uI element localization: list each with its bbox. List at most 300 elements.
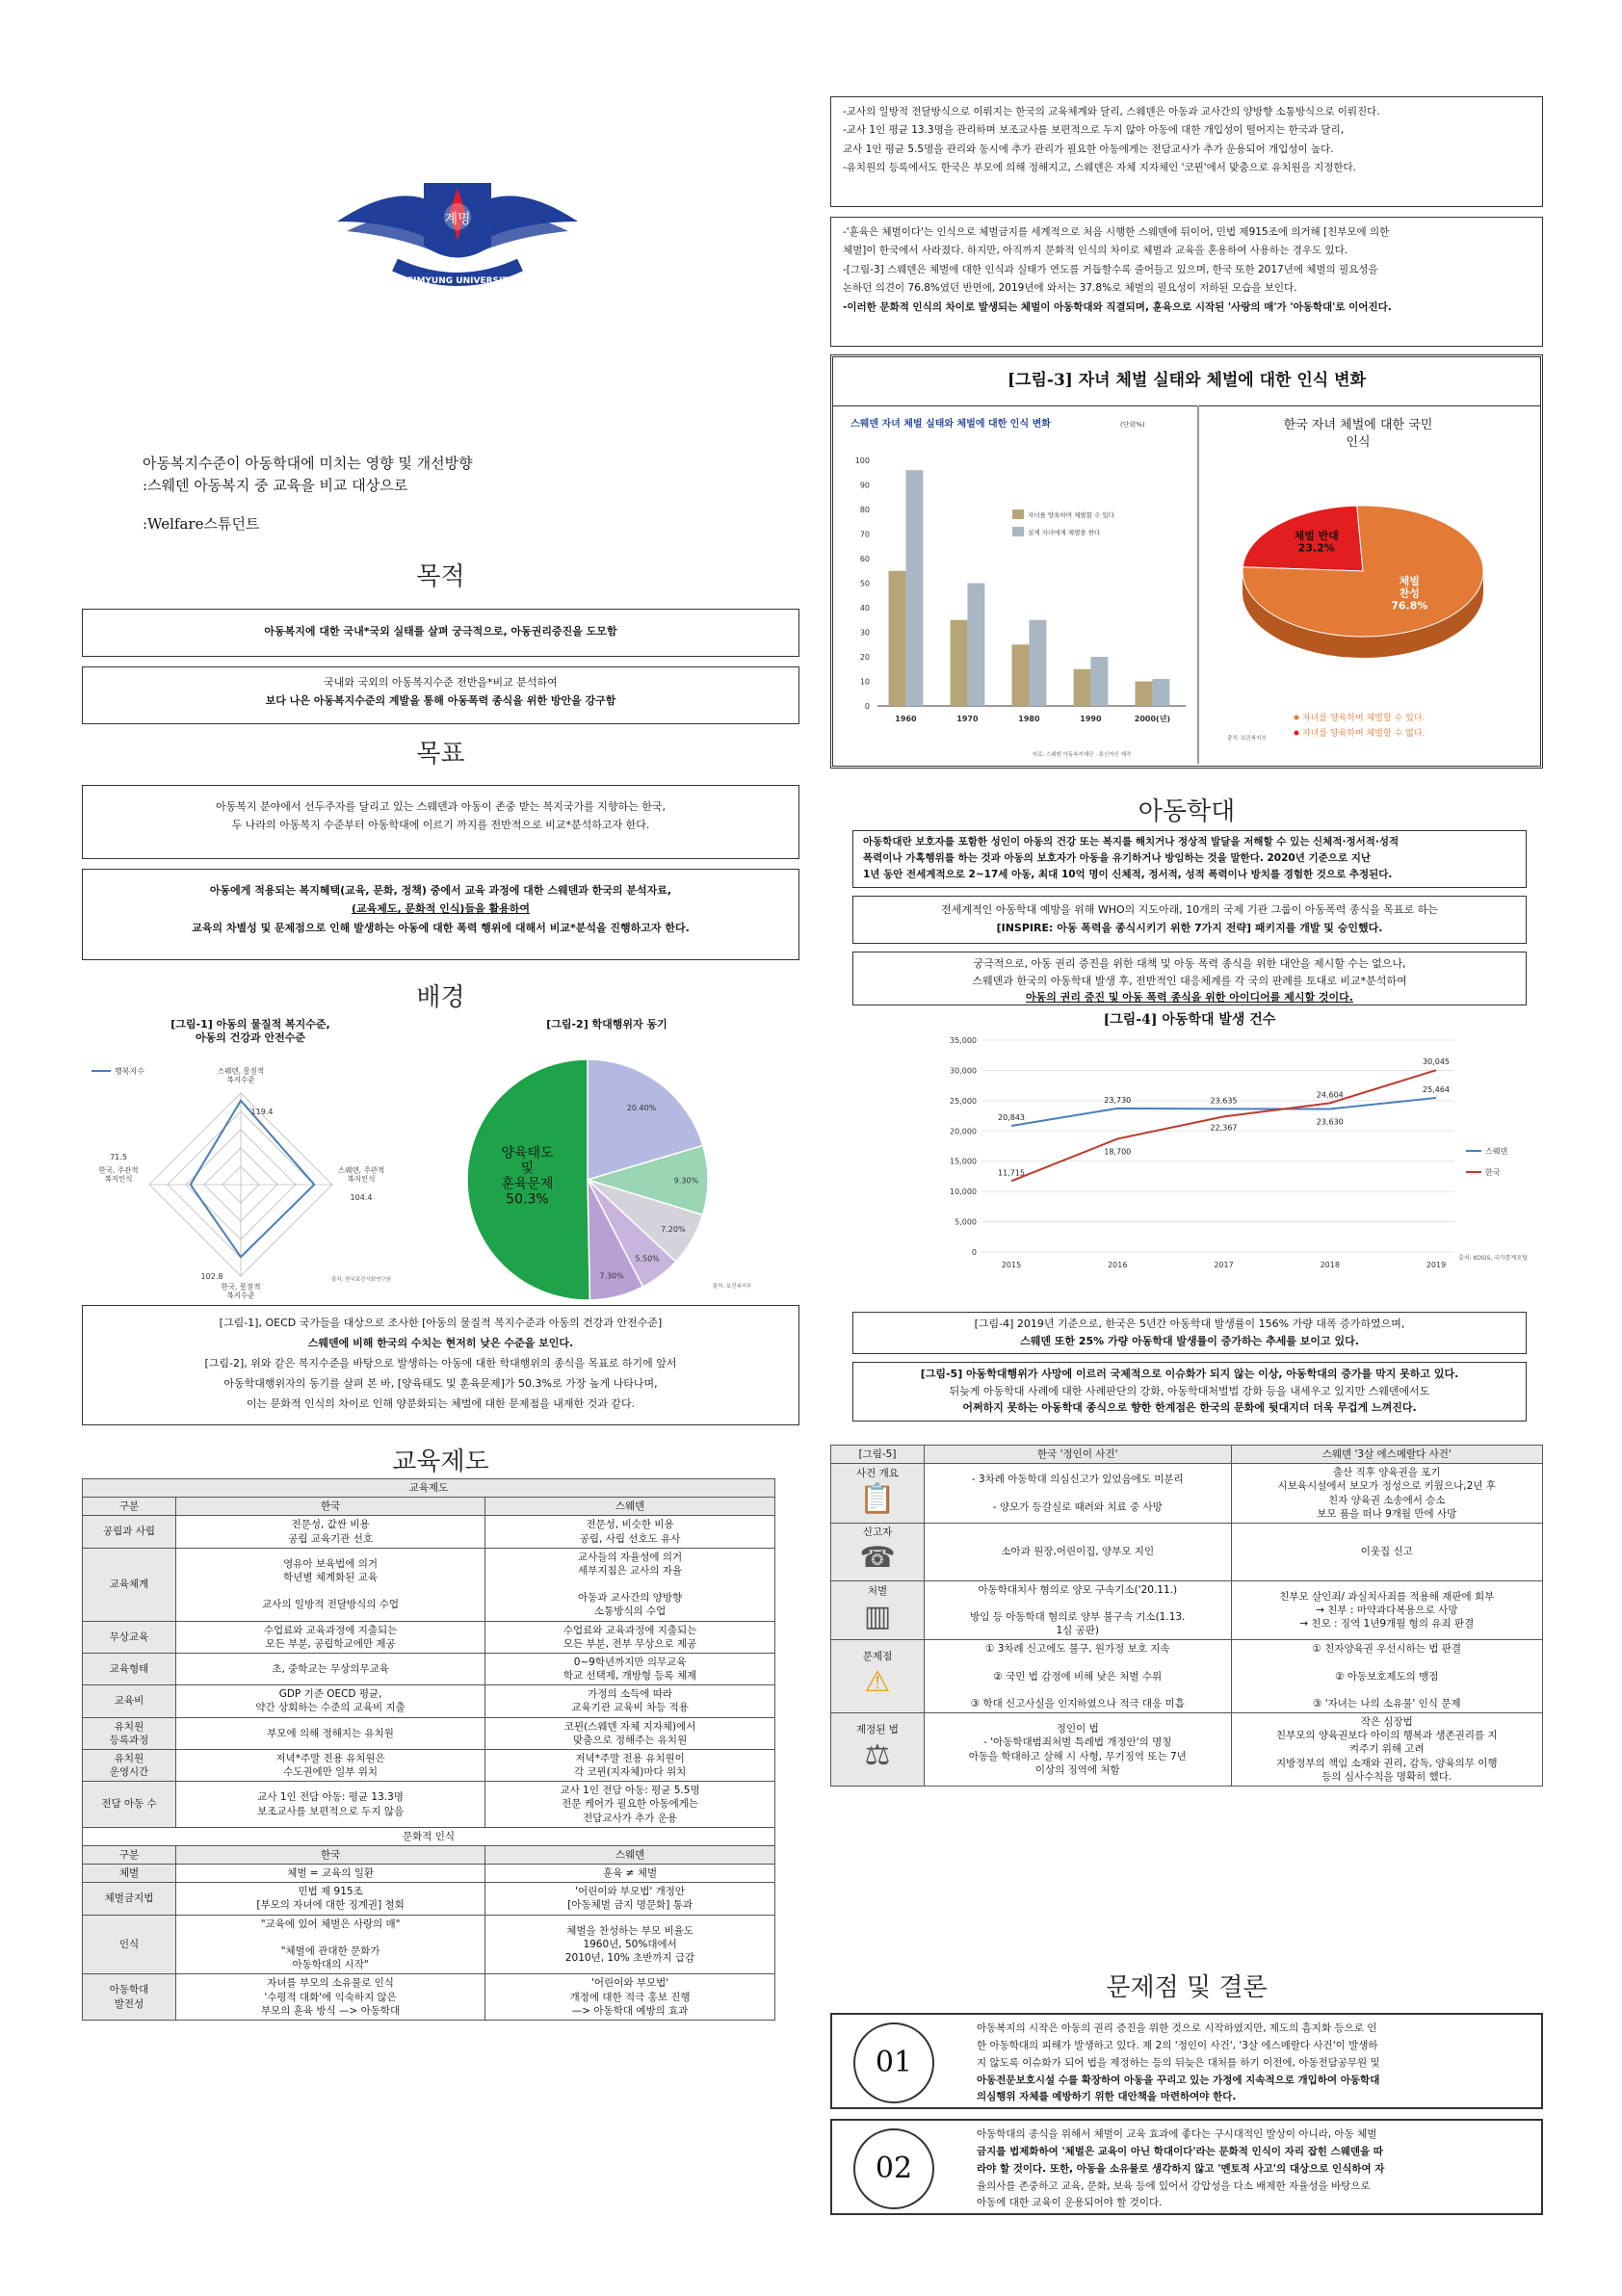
fig5-text: [그림-5] 아동학대행위가 사망에 이르러 국제적으로 이슈화가 되지 않는 이상, 아동학대의 증가를 막지 못하고 있다.: [920, 1368, 1459, 1380]
korea-cell: [176, 1516, 485, 1548]
table-cell-line: [아동체벌 금지 명문화] 통과: [567, 1899, 693, 1912]
korea-cell: [176, 1915, 485, 1974]
conclusion-number-1: 01: [853, 2022, 934, 2103]
table-caption: 문화적 인식: [83, 1827, 775, 1845]
pie3-legend-swatch: [1295, 731, 1299, 736]
abuse-definition-box: [852, 830, 1527, 888]
korea-cell: [176, 1653, 485, 1684]
table-cell-line: 아동학대치사 혐의로 양모 구속기소('20.11.): [978, 1583, 1178, 1596]
table-cell-line: 자녀를 부모의 소유물로 인식: [267, 1977, 394, 1990]
conclusion-line: 한 아동학대의 피해가 발생하고 있다. 제 2의 '정인이 사건', '3살 에스메랄다 사건'이 발생하: [977, 2039, 1378, 2051]
pie3-title: 인식: [1346, 435, 1371, 450]
korea-cell: [925, 1713, 1232, 1787]
table-cell-line: 공립, 사립 선호도 유사: [579, 1532, 681, 1545]
table-row: [83, 1621, 775, 1653]
pie2-source: 출처: 보건복지부: [712, 1284, 752, 1290]
conclusion-line: 아동복지의 시작은 아동의 권리 증진을 위한 것으로 시작하였지만, 제도의 흠지화 등으로 인: [977, 2022, 1377, 2034]
line-ytick-label: 20,000: [950, 1127, 977, 1136]
pie-slice-label: 9.30%: [673, 1176, 699, 1186]
radar-axis-label: 한국, 물질적 복지수준: [221, 1282, 261, 1300]
table-cell-line: '수평적 대화'에 익숙하지 않은: [264, 1991, 397, 2003]
goal-box-2: [82, 869, 799, 960]
education-table: [82, 1478, 775, 2021]
table-cell-line: 친부모의 양육권보다 아이의 행복과 생존권리를 지: [1275, 1730, 1498, 1742]
conclusion-line: 지 않도록 이슈화가 되어 법을 제정하는 등의 뒤늦은 대처를 하기 이전에, 아동전담공무원 및: [977, 2056, 1380, 2069]
radar-series-line: [191, 1101, 315, 1257]
bar: [889, 571, 906, 706]
table-cell-line: 학년별 체계화된 교육: [283, 1571, 379, 1583]
table-caption: 교육제도: [83, 1479, 775, 1498]
gavel-icon: ⚖: [864, 1738, 891, 1773]
table-header: [그림-5]: [831, 1446, 925, 1464]
conclusion-text-1: [977, 2021, 1535, 2106]
analysis-text: -[그림-3] 스웨덴은 체벌에 대한 인식과 실태가 연도를 거듭할수록 줄어들고 있으며, 한국 또한 2017년에 체벌의 필요성을: [843, 263, 1378, 275]
radar-axis-label: 스웨덴, 주관적 복지인식: [337, 1165, 385, 1184]
bar: [1012, 644, 1030, 706]
table-cell-line: [928, 1683, 1228, 1697]
table-cell-line: ① 3차례 신고에도 불구, 원가정 보호 지속: [984, 1643, 1170, 1656]
table-row: [83, 1974, 775, 2021]
row-label-text: 신고자: [862, 1526, 893, 1538]
table-cell-line: ③ '자녀는 나의 소유물' 인식 문제: [1312, 1697, 1461, 1709]
prison-icon: ▥: [863, 1599, 892, 1633]
bar-category-label: 1960: [895, 715, 917, 723]
conclusion-text-2: [977, 2126, 1535, 2212]
sweden-cell: [485, 1915, 775, 1974]
table-cell-line: 민법 제 915조: [298, 1886, 363, 1898]
line-ytick-label: 25,000: [950, 1096, 977, 1106]
radar-source: 출처: 한국보건사회연구원: [330, 1277, 392, 1283]
fig4-summary-box: [852, 1312, 1527, 1354]
table-row: [83, 1865, 775, 1883]
table-cell-line: ② 국민 법 감정에 비해 낮은 처벌 수위: [993, 1670, 1163, 1683]
table-cell-line: 이웃집 신고: [1360, 1546, 1413, 1558]
table-cell-line: 영유아 보육법에 의거: [283, 1557, 379, 1570]
table-cell-line: 2010년, 10% 초반까지 급감: [564, 1952, 695, 1965]
bar-source: 자료: 스웨덴 아동복지재단 · 통신자신 제작: [1032, 752, 1132, 758]
background-heading: 배경: [416, 983, 465, 1012]
table-cell-line: [부모의 자녀에 대한 징계권] 철회: [256, 1899, 405, 1912]
sweden-cell: [485, 1974, 775, 2021]
line-ytick-label: 5,000: [955, 1217, 977, 1227]
table-cell-line: [928, 1656, 1228, 1669]
reporter-icon: ☎: [859, 1541, 896, 1576]
sweden-cell: [1231, 1713, 1542, 1787]
fig2-pie-chart: [443, 1035, 761, 1295]
abuse-text: 폭력이나 가혹행위를 하는 것과 아동의 보호자가 아동을 유기하거나 방임하는 것을 말한다. 2020년 기준으로 지난: [863, 851, 1372, 864]
korea-cell: [176, 1782, 485, 1828]
table-header: 한국 '정인이 사건': [925, 1446, 1232, 1464]
case-comparison-table: [830, 1445, 1543, 1787]
pie-slice-label: 7.20%: [661, 1225, 686, 1235]
bar: [1152, 679, 1169, 706]
fig5-text: 뒤늦게 아동학대 사례에 대한 사례판단의 강화, 아동학대처벌법 강화 등을 내세우고 있지만 스웨덴에서도: [949, 1384, 1430, 1397]
table-row: [831, 1464, 1543, 1524]
line-data-label: 23,630: [1316, 1117, 1344, 1127]
line-data-label: 11,715: [998, 1168, 1025, 1178]
row-label: [831, 1713, 925, 1787]
purpose-text: 국내와 국외의 아동복지수준 전반을*비교 분석하여: [324, 676, 558, 689]
korea-cell: [925, 1580, 1232, 1640]
table-row: [831, 1713, 1543, 1787]
table-row: [831, 1523, 1543, 1580]
sweden-cell: [485, 1717, 775, 1749]
purpose-text: 보다 나은 아동복지수준의 계발을 통해 아동폭력 종식을 위한 방안을 강구함: [265, 694, 616, 708]
table-cell-line: 전담교사가 추가 운용: [583, 1812, 678, 1824]
analysis-text: -교사 1인 평균 13.3명을 관리하며 보조교사를 보편적으로 두지 않아 아동에 대한 개입성이 떨어지는 한국과 달리,: [843, 124, 1345, 137]
sweden-cell: [485, 1883, 775, 1915]
table-cell-line: 부모의 훈육 방식 —> 아동학대: [260, 2004, 401, 2017]
table-cell-line: 이상의 징역에 처함: [1034, 1763, 1120, 1776]
table-cell-line: 보모 품을 떠나 9개월 만에 사망: [1317, 1507, 1457, 1520]
conclusion-01: [830, 2013, 1543, 2109]
row-label: [831, 1523, 925, 1580]
row-label: 교육형태: [83, 1653, 176, 1684]
line-xtick-label: 2017: [1214, 1261, 1234, 1269]
analysis-text: 논하던 의견이 76.8%였던 반면에, 2019년에 와서는 37.8%로 체벌의 필요성이 저하된 모습을 보인다.: [843, 282, 1297, 295]
table-row: [831, 1640, 1543, 1713]
bar: [967, 584, 984, 707]
table-row: [831, 1580, 1543, 1640]
table-cell-line: ③ 학대 신고사실을 인지하였으나 적극 대응 미흡: [970, 1697, 1185, 1709]
row-label: 교육체계: [83, 1548, 176, 1621]
table-cell-line: 교사의 일방적 전달방식의 수업: [262, 1599, 400, 1611]
table-cell-line: - 양모가 등갈실로 때려와 치료 중 사망: [992, 1500, 1163, 1513]
table-cell-line: 시보육시설에서 보모가 정성으로 키웠으나,2년 후: [1277, 1480, 1496, 1493]
bar-ytick-label: 70: [859, 530, 870, 539]
abuse-text: 스웨덴과 한국의 아동학대 발생 후, 전반적인 대응체계를 각 국의 판례를 토대로 비교*분석하여: [972, 974, 1407, 987]
table-cell-line: 교사 1인 전담 아동: 평균 5.5명: [560, 1785, 700, 1797]
table-cell-line: 약간 상회하는 수준의 교육비 지출: [255, 1702, 406, 1714]
table-cell-line: '어린이와 부모법': [591, 1977, 669, 1990]
purpose-heading: 목적: [416, 562, 465, 591]
table-cell-line: [179, 1931, 482, 1944]
conclusion-heading: 문제점 및 결론: [1106, 1973, 1268, 2002]
analysis-text: -이러한 문화적 인식의 차이로 발생되는 체벌이 아동학대와 직결되며, 훈육으로 시작된 '사랑의 매'가 '아동학대'로 이어진다.: [843, 300, 1392, 313]
bar-chart-unit: (단위%): [1120, 421, 1145, 429]
line-ytick-label: 15,000: [950, 1157, 977, 1166]
table-cell-line: 켜주기 위해 고려: [1348, 1743, 1425, 1756]
bar-ytick-label: 30: [859, 628, 870, 638]
line-data-label: 23,730: [1104, 1095, 1132, 1105]
conclusion-line: 아동전문보호시설 수를 확장하여 아동을 꾸리고 있는 가정에 지속적으로 개입하여 아동학대: [977, 2074, 1380, 2086]
table-cell-line: 지방정부의 책임 소재와 권리, 감독, 양육의무 이행: [1275, 1757, 1498, 1769]
table-cell-line: 1심 공판): [1056, 1625, 1100, 1637]
radar-value-label: 119.4: [250, 1108, 274, 1116]
table-header: 구분: [83, 1845, 176, 1864]
analysis-text: -유치원의 등록에서도 한국은 부모에 의해 정해지고, 스웨덴은 자체 지자체인 '코뮌'에서 맞춤으로 유치원을 지정한다.: [843, 162, 1357, 174]
table-cell-line: [488, 1578, 772, 1591]
table-row: [83, 1516, 775, 1548]
education-heading: 교육제도: [392, 1448, 489, 1476]
table-cell-line: 초, 중학교는 무상의무교육: [272, 1662, 389, 1675]
goal-text: 두 나라의 아동복지 수준부터 아동학대에 이르기 까지를 전반적으로 비교*분석하고자 한다.: [231, 819, 650, 832]
bar-category-label: 1970: [956, 715, 979, 723]
table-cell-line: 각 코뮌(지자체)마다 위치: [573, 1766, 687, 1779]
table-cell-line: 출산 직후 양육권을 포기: [1333, 1467, 1441, 1479]
fig4-text: 스웨덴 또한 25% 가량 아동학대 발생률이 증가하는 추세를 보이고 있다.: [1020, 1334, 1359, 1347]
fig5-summary-box: [852, 1362, 1527, 1422]
fig4-title: [그림-4] 아동학대 발생 건수: [1103, 1012, 1276, 1028]
bar-legend-swatch: [1012, 527, 1024, 536]
fig4-line-chart: [925, 1029, 1551, 1293]
line-legend-label: 한국: [1485, 1168, 1501, 1177]
table-cell-line: 학교 선택제, 개방형 등록 체제: [562, 1670, 697, 1683]
analysis-text: 체벌]이 한국에서 사라졌다. 하지만, 아직까지 문화적 인식의 차이로 체벌과 교육을 혼용하여 사용하는 경우도 있다.: [843, 245, 1348, 257]
bar-ytick-label: 100: [854, 457, 870, 465]
table-row: [83, 1653, 775, 1684]
goal-text: 아동에게 적용되는 복지혜택(교육, 문화, 정책) 중에서 교육 과정에 대한 스웨덴과 한국의 분석자료,: [209, 884, 672, 897]
line-ytick-label: 10,000: [950, 1187, 977, 1197]
pie3-legend-swatch: [1295, 716, 1299, 720]
bar: [1136, 682, 1153, 707]
table-cell-line: 교사 1인 전담 아동: 평균 13.3명: [257, 1791, 404, 1804]
bar: [1074, 669, 1091, 706]
fig5-text: 어쩌하지 못하는 아동학대 종식으로 향한 한계점은 한국의 문화에 뒷대지더 더욱 무겁게 느껴진다.: [962, 1401, 1417, 1415]
pie3-slice-label: 체벌 반대 23.2%: [1294, 530, 1339, 555]
radar-value-label: 102.8: [200, 1272, 223, 1281]
team-name: :Welfare스튜던트: [143, 514, 260, 533]
bar-ytick-label: 20: [859, 653, 870, 662]
radar-value-label: 71.5: [110, 1153, 127, 1161]
row-label: 체벌: [83, 1865, 176, 1883]
goal-box-1: [82, 785, 799, 859]
sweden-cell: [485, 1516, 775, 1548]
korea-cell: [925, 1464, 1232, 1524]
radar-axis-label: 스웨덴, 물질적 복지수준: [217, 1066, 265, 1084]
table-cell-line: ② 아동보호제도의 맹점: [1335, 1670, 1439, 1683]
line-data-label: 18,700: [1104, 1147, 1132, 1157]
bar-legend-label: 실제 자녀에게 체벌을 한다: [1028, 529, 1101, 536]
logo-text: KEIMYUNG UNIVERSITY: [400, 276, 515, 286]
table-cell-line: 소아과 원장,어린이집, 양부모 지인: [1001, 1546, 1155, 1558]
table-cell-line: 등의 심사수칙을 명확히 했다.: [1321, 1770, 1452, 1783]
fig1-radar-chart: [82, 1050, 400, 1300]
bar: [1090, 657, 1108, 706]
korea-cell: [176, 1685, 485, 1717]
line-ytick-label: 30,000: [950, 1066, 977, 1076]
radar-value-label: 104.4: [350, 1193, 373, 1202]
education-table-wrap: [82, 1478, 775, 2021]
culture-analysis-box: [830, 217, 1543, 347]
conclusion-02: [830, 2119, 1543, 2215]
line-ytick-label: 35,000: [950, 1036, 977, 1045]
line-data-label: 24,604: [1316, 1090, 1344, 1100]
table-cell-line: 수도권에만 일부 위치: [283, 1766, 379, 1779]
fig3-pie-chart: [1204, 407, 1536, 764]
sweden-cell: [1231, 1640, 1542, 1713]
table-header: 한국: [176, 1498, 485, 1516]
conclusion-line: 아동에 대한 교육이 운용되어야 할 것이다.: [977, 2197, 1163, 2209]
title-line-2: :스웨덴 아동복지 중 교육을 비교 대상으로: [143, 477, 408, 495]
fig4-text: [그림-4] 2019년 기준으로, 한국은 5년간 아동학대 발생률이 156% 가량 대폭 증가하였으며,: [974, 1318, 1405, 1330]
table-cell-line: 소통방식의 수업: [593, 1605, 667, 1618]
bar-ytick-label: 90: [859, 481, 870, 490]
table-cell-line: "교육에 있어 체벌은 사랑의 매": [260, 1918, 401, 1930]
table-cell-line: [928, 1597, 1228, 1610]
purpose-box-1: 아동복지에 대한 국내*국외 실태를 살펴 궁극적으로, 아동권리증진을 도모함: [82, 609, 799, 657]
table-cell-line: [179, 1584, 482, 1598]
abuse-text: 1년 동안 전세계적으로 2~17세 아동, 최대 10억 명이 신체적, 정서적, 성적 폭력이나 방치를 경험한 것으로 추정된다.: [863, 868, 1393, 880]
conclusion-line: 금지를 법제화하여 '체벌은 교육이 아닌 학대이다'라는 문화적 인식이 자리 잡힌 스웨덴을 따: [977, 2145, 1383, 2157]
row-label: 무상교육: [83, 1621, 176, 1653]
bar-chart-title: 스웨덴 자녀 체벌 실태와 체벌에 대한 인식 변화: [850, 419, 1051, 430]
sweden-cell: [485, 1621, 775, 1653]
table-cell-line: 친부모 살인죄/ 과실치사죄를 적용해 재판에 회부: [1279, 1590, 1495, 1603]
fig1-title-text: 아동의 건강과 안전수준: [196, 1031, 305, 1045]
row-label: 아동학대 발전성: [83, 1974, 176, 2021]
conclusion-line: 라야 할 것이다. 또한, 아동을 소유물로 생각하지 않고 '멘토적 사고'의 대상으로 인식하여 자: [977, 2162, 1385, 2175]
row-label: 유치원 운영시간: [83, 1749, 176, 1781]
row-label: [831, 1640, 925, 1713]
table-cell-line: 세부지침은 교사의 자율: [578, 1564, 683, 1577]
analysis-text: -'훈육은 체벌이다'는 인식으로 체벌금지를 세계적으로 처음 시행한 스웨덴에 뒤이어, 민법 제915조에 의거해 [친부모에 의한: [843, 226, 1390, 238]
abuse-text: 전세계적인 아동학대 예방을 위해 WHO의 지도아래, 10개의 국제 기관 그룹이 아동폭력 종식을 목표로 하는: [941, 903, 1438, 916]
bg-text: [그림-1], OECD 국가들을 대상으로 조사한 [아동의 물질적 복지수준과 아동의 건강과 안전수준]: [219, 1317, 663, 1329]
fig3-bar-chart: [841, 407, 1197, 764]
table-cell-line: 체벌 = 교육의 일환: [287, 1867, 374, 1880]
line-xtick-label: 2016: [1108, 1261, 1128, 1269]
bar-ytick-label: 10: [859, 677, 870, 687]
table-cell-line: 체벌을 찬성하는 부모 비율도: [566, 1924, 693, 1937]
table-row: [83, 1883, 775, 1915]
table-cell-line: 전문성, 값싼 비용: [291, 1519, 370, 1531]
bg-text: 아동학대행위자의 동기를 살펴 본 바, [양육태도 및 훈육문제]가 50.3%로 가장 높게 나타나며,: [223, 1376, 658, 1390]
table-cell-line: 전문성, 비슷한 비용: [586, 1519, 674, 1531]
background-summary-box: [82, 1305, 799, 1425]
proposal-box: [852, 952, 1527, 1005]
line-xtick-label: 2019: [1426, 1261, 1447, 1269]
conclusion-line: 율의사를 존중하고 교육, 문화, 보육 등에 있어서 강압성을 다소 배제한 자율성을 바탕으로: [977, 2179, 1371, 2192]
table-row: [83, 1749, 775, 1781]
row-label-text: 문제점: [862, 1651, 893, 1663]
line-data-label: 22,367: [1210, 1123, 1238, 1133]
table-cell-line: 맞춤으로 정해주는 유치원: [572, 1734, 688, 1746]
table-cell-line: 개정에 대한 적극 홍보 진행: [569, 1991, 691, 2003]
table-cell-line: [1235, 1656, 1539, 1669]
table-cell-line: 아동과 교사간의 양방향: [578, 1592, 683, 1605]
sweden-cell: [485, 1685, 775, 1717]
title-line-1: 아동복지수준이 아동학대에 미치는 영향 및 개선방향: [143, 455, 473, 472]
row-label-text: 제정된 법: [856, 1724, 899, 1736]
bg-text: 스웨덴에 비해 한국의 수치는 현저히 낮은 수준을 보인다.: [307, 1336, 574, 1349]
logo-emblem-text: 계명: [444, 212, 471, 227]
abuse-text: 궁극적으로, 아동 권리 증진을 위한 대책 및 아동 폭력 종식을 위한 대안을 제시할 수는 없으나,: [973, 957, 1406, 970]
pie3-slice-label: 체벌 찬성 76.8%: [1391, 574, 1428, 613]
table-cell-line: 전문 케어가 필요한 아동에게는: [562, 1798, 699, 1811]
row-label: 교육비: [83, 1685, 176, 1717]
row-label: 전담 아동 수: [83, 1782, 176, 1828]
line-data-label: 30,045: [1423, 1057, 1450, 1067]
table-cell-line: —> 아동학대 예방의 효과: [571, 2004, 689, 2017]
fig3-title: [그림-3] 자녀 체벌 실태와 체벌에 대한 인식 변화: [833, 357, 1540, 406]
bar-category-label: 1990: [1080, 715, 1102, 723]
table-cell-line: 아동학대의 시작": [292, 1959, 369, 1971]
row-label: 인식: [83, 1915, 176, 1974]
korea-cell: [925, 1523, 1232, 1580]
goal-text: (교육제도, 문화적 인식)들을 활용하여: [351, 902, 531, 916]
line-data-label: 25,464: [1423, 1084, 1450, 1094]
table-cell-line: '어린이와 부모법' 개정안: [575, 1886, 686, 1898]
table-cell-line: 모든 부분, 공립학교에만 제공: [265, 1637, 396, 1650]
table-cell-line: - '아동학대범죄처벌 특례법 개정안'의 명칭: [983, 1736, 1172, 1749]
row-label: [831, 1580, 925, 1640]
abuse-heading: 아동학대: [1138, 797, 1236, 826]
pie-slice-label: 5.50%: [635, 1254, 660, 1264]
abuse-text: [INSPIRE: 아동 폭력을 종식시키기 위한 7가지 전략] 패키지를 개발 및 승인했다.: [996, 921, 1383, 934]
pie-slice-label: 20.40%: [626, 1103, 657, 1112]
bar-ytick-label: 80: [859, 506, 870, 514]
bg-text: [그림-2], 위와 같은 복지수준을 바탕으로 발생하는 아동에 대한 학대행위의 종식을 목표로 하기에 앞서: [204, 1356, 677, 1370]
row-label-text: 처벌: [867, 1584, 888, 1597]
korea-cell: [176, 1548, 485, 1621]
analysis-text: -교사의 일방적 전달방식으로 이뤄지는 한국의 교육체계와 달리, 스웨덴은 아동과 교사간의 양방향 소통방식으로 이뤄진다.: [843, 106, 1380, 117]
table-row: [83, 1717, 775, 1749]
table-header: 스웨덴 '3살 에스메랄다 사건': [1231, 1446, 1542, 1464]
conclusion-line: 의심행위 자체를 예방하기 위한 대안책을 마련하여야 한다.: [977, 2091, 1237, 2103]
korea-cell: [176, 1974, 485, 2021]
case-table-wrap: [830, 1445, 1543, 1787]
pie-slice-label: 7.30%: [599, 1271, 624, 1281]
sweden-cell: [485, 1865, 775, 1883]
table-cell-line: 교육기관 교육비 차등 적용: [571, 1702, 689, 1714]
sweden-cell: [485, 1782, 775, 1828]
conclusion-number-2: 02: [853, 2128, 934, 2209]
bar-ytick-label: 40: [859, 604, 870, 613]
table-cell-line: 저녁*주말 전용 유치원이: [575, 1752, 685, 1764]
fig1-title-text: [그림-1] 아동의 물질적 복지수준,: [170, 1018, 330, 1031]
bar-category-label: 2000(년): [1134, 715, 1171, 723]
table-cell-line: 아동을 학대하고 살해 시 사형, 무기징역 또는 7년: [968, 1750, 1187, 1762]
goal-heading: 목표: [416, 740, 465, 769]
bg-text: 이는 문화적 인식의 차이로 인해 양분화되는 체벌에 대한 문제점을 내재한 것과 같다.: [246, 1396, 636, 1410]
sweden-cell: [1231, 1580, 1542, 1640]
line-xtick-label: 2015: [1001, 1261, 1022, 1269]
row-label: [831, 1464, 925, 1524]
table-header: 한국: [176, 1845, 485, 1864]
table-header: 스웨덴: [485, 1498, 775, 1516]
line-ytick-label: 0: [971, 1248, 977, 1257]
table-cell-line: [928, 1486, 1228, 1500]
bar-legend-label: 자녀를 양육하며 체벌할 수 있다: [1028, 511, 1114, 519]
bar-ytick-label: 50: [859, 579, 870, 588]
conclusion-line: 아동학대의 종식을 위해서 체벌이 교육 효과에 좋다는 구시대적인 발상이 아니라, 아동 체벌: [977, 2128, 1377, 2140]
pie3-title: 한국 자녀 체벌에 대한 국민: [1283, 418, 1433, 432]
bar-ytick-label: 0: [864, 702, 870, 711]
radar-legend-label: 행복지수: [115, 1067, 144, 1076]
bar: [1029, 620, 1046, 706]
korea-cell: [176, 1717, 485, 1749]
fig3-panel: [830, 354, 1543, 769]
table-cell-line: → 친모 : 징역 1년9개월 형의 유죄 판결: [1299, 1617, 1475, 1630]
bar: [951, 620, 968, 706]
table-cell-line: 코뮌(스웨덴 자체 지자체)에서: [563, 1720, 696, 1733]
table-cell-line: 작은 심장법: [1360, 1716, 1413, 1729]
table-cell-line: 부모에 의해 정해지는 유치원: [267, 1727, 394, 1739]
line-legend-label: 스웨덴: [1485, 1147, 1508, 1156]
korea-cell: [176, 1883, 485, 1915]
fig1-title: [125, 1018, 376, 1046]
table-cell-line: 공립 교육기관 선호: [288, 1532, 373, 1545]
line-data-label: 23,635: [1210, 1096, 1238, 1106]
abuse-text: 아동학대란 보호자를 포함한 성인이 아동의 건강 또는 복지를 해치거나 정상적 발달을 저해할 수 있는 신체적·정서적·성적: [863, 836, 1400, 848]
row-label: 체벌금지법: [83, 1883, 176, 1915]
table-cell-line: 0~9학년까지만 의무교육: [573, 1656, 687, 1668]
warning-icon: ⚠: [864, 1665, 891, 1700]
table-row: [83, 1685, 775, 1717]
bar: [905, 470, 923, 706]
inspire-box: [852, 896, 1527, 944]
